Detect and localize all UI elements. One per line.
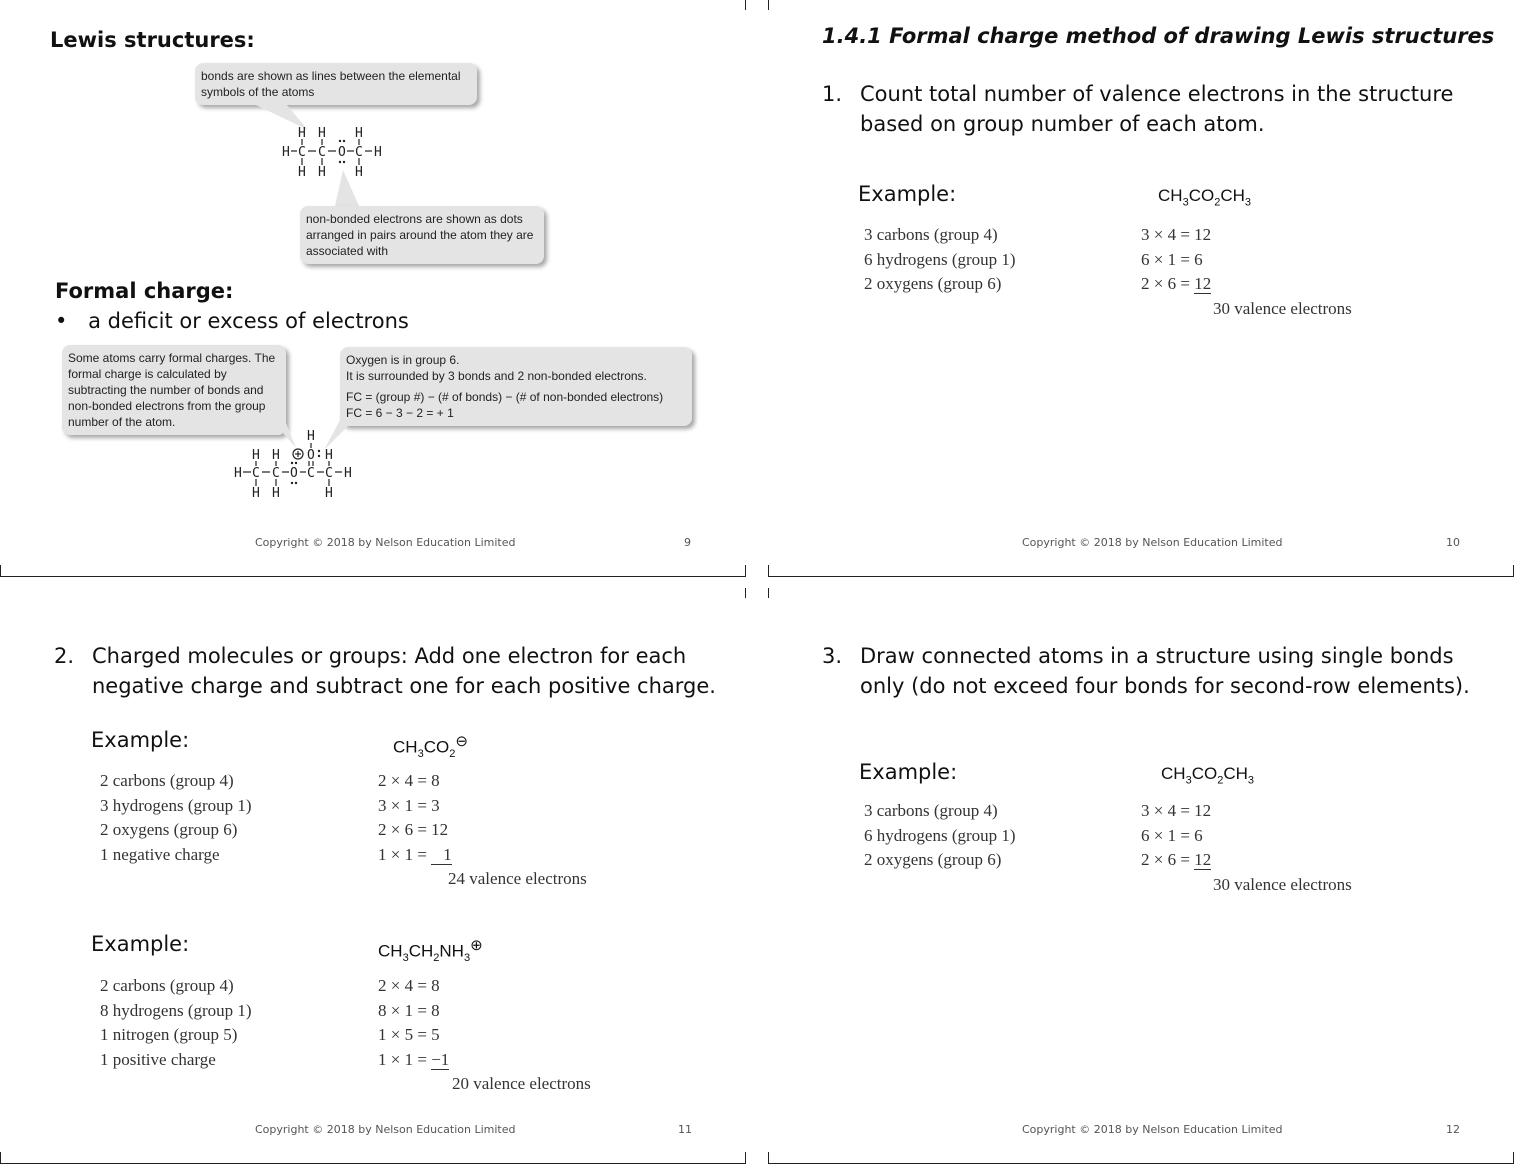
svg-text:C: C <box>355 145 363 160</box>
svg-text:C: C <box>325 466 333 481</box>
svg-text:H: H <box>298 165 306 180</box>
step-3: 3. Draw connected atoms in a structure using single bonds only (do not exceed four bonds for second-row elements). <box>822 644 1470 698</box>
svg-text:H: H <box>318 165 326 180</box>
slide-12 <box>768 588 1514 1164</box>
page-number: 10 <box>1446 536 1460 549</box>
positive-charge-icon: ⊕ <box>470 937 483 954</box>
lewis-heading: Lewis structures: <box>50 28 255 52</box>
svg-text:O: O <box>290 466 298 481</box>
formula-ammonium: $CH_3CH_2NH_3^\oplus$ <box>378 937 483 965</box>
slide-10 <box>768 0 1514 577</box>
section-heading: 1.4.1 Formal charge method of drawing Lewis structures <box>822 24 1495 48</box>
copyright-footer: Copyright © 2018 by Nelson Education Limited <box>255 536 516 549</box>
copyright-footer: Copyright © 2018 by Nelson Education Limited <box>1022 536 1283 549</box>
svg-text:H: H <box>282 145 290 160</box>
valence-table-ammonium: 2 carbons (group 4) 8 hydrogens (group 1) 1 nitrogen (group 5) 1 positive charge 2 × 4 = 8 8 × 1 = 8 1 × 5 = 5 1 × 1 = −1 20 valence electrons <box>100 976 591 1093</box>
svg-text:H: H <box>252 448 260 463</box>
example-label-1: Example: <box>91 728 190 752</box>
svg-text:C: C <box>272 466 280 481</box>
svg-text:H: H <box>374 145 382 160</box>
svg-text:H: H <box>307 429 315 444</box>
svg-text:H: H <box>325 448 333 463</box>
oxygen-callout: Oxygen is in group 6. It is surrounded by 3 bonds and 2 non-bonded electrons. FC = (group #) − (# of bonds) − (# of non-bonded electrons) FC = 6 − 3 − 2 = + 1 <box>340 347 692 426</box>
svg-text:H: H <box>298 126 306 141</box>
svg-text:C: C <box>252 466 260 481</box>
svg-text:H: H <box>252 486 260 501</box>
page-number: 11 <box>678 1123 692 1136</box>
svg-text:H: H <box>272 448 280 463</box>
svg-text:H: H <box>272 486 280 501</box>
slide-9 <box>0 0 746 577</box>
page-number: 12 <box>1446 1123 1460 1136</box>
svg-text:H: H <box>325 486 333 501</box>
svg-text:H: H <box>344 466 352 481</box>
step-1: 1. Count total number of valence electrons in the structure based on group number of each atom. <box>822 82 1454 136</box>
valence-table: 3 carbons (group 4) 6 hydrogens (group 1) 2 oxygens (group 6) 3 × 4 = 12 6 × 1 = 6 2 × 6 = 12 30 valence electrons <box>864 225 1352 318</box>
svg-text:C: C <box>298 145 306 160</box>
formal-charge-heading: Formal charge: <box>55 279 234 303</box>
example-label-2: Example: <box>91 932 190 956</box>
copyright-footer: Copyright © 2018 by Nelson Education Limited <box>1022 1123 1283 1136</box>
valence-table-acetate: 2 carbons (group 4) 3 hydrogens (group 1) 2 oxygens (group 6) 1 negative charge 2 × 4 = 8 3 × 1 = 3 2 × 6 = 12 1 × 1 = 1 24 valence electrons <box>100 771 587 888</box>
svg-text:H: H <box>318 126 326 141</box>
svg-text:H: H <box>355 126 363 141</box>
lewis-structure-protonated-ester <box>232 428 362 507</box>
bonds-callout: bonds are shown as lines between the elemental symbols of the atoms <box>195 63 477 105</box>
formula-ester: $CH_3CO_2CH_3$ <box>1158 186 1251 209</box>
example-label: Example: <box>858 182 957 206</box>
slide-11 <box>0 588 746 1164</box>
copyright-footer: Copyright © 2018 by Nelson Education Limited <box>255 1123 516 1136</box>
page-number: 9 <box>684 536 691 549</box>
nonbonded-callout: non-bonded electrons are shown as dots arranged in pairs around the atom they are associated with <box>300 206 544 264</box>
formula-ester: $CH_3CO_2CH_3$ <box>1161 764 1254 787</box>
valence-table: 3 carbons (group 4) 6 hydrogens (group 1) 2 oxygens (group 6) 3 × 4 = 12 6 × 1 = 6 2 × 6 = 12 30 valence electrons <box>864 801 1352 894</box>
negative-charge-icon: ⊖ <box>455 733 468 750</box>
svg-text:H: H <box>355 165 363 180</box>
svg-text:C: C <box>318 145 326 160</box>
formal-charge-callout: Some atoms carry formal charges. The formal charge is calculated by subtracting the number of bonds and non-bonded electrons from the group number of the atom. <box>62 345 286 435</box>
fc-bullet: • a deficit or excess of electrons <box>55 309 409 333</box>
svg-text:O: O <box>307 448 315 463</box>
svg-text:H: H <box>234 466 242 481</box>
svg-text:O: O <box>338 145 346 160</box>
formula-acetate: $CH_3CO_2^⊖$ <box>393 733 468 761</box>
bullet-icon: • <box>55 309 68 333</box>
nonbonded-callout-pointer <box>325 170 375 210</box>
example-label: Example: <box>859 760 958 784</box>
step-2: 2. Charged molecules or groups: Add one electron for each negative charge and subtract one for each positive charge. <box>54 644 716 698</box>
svg-text:C: C <box>307 466 315 481</box>
